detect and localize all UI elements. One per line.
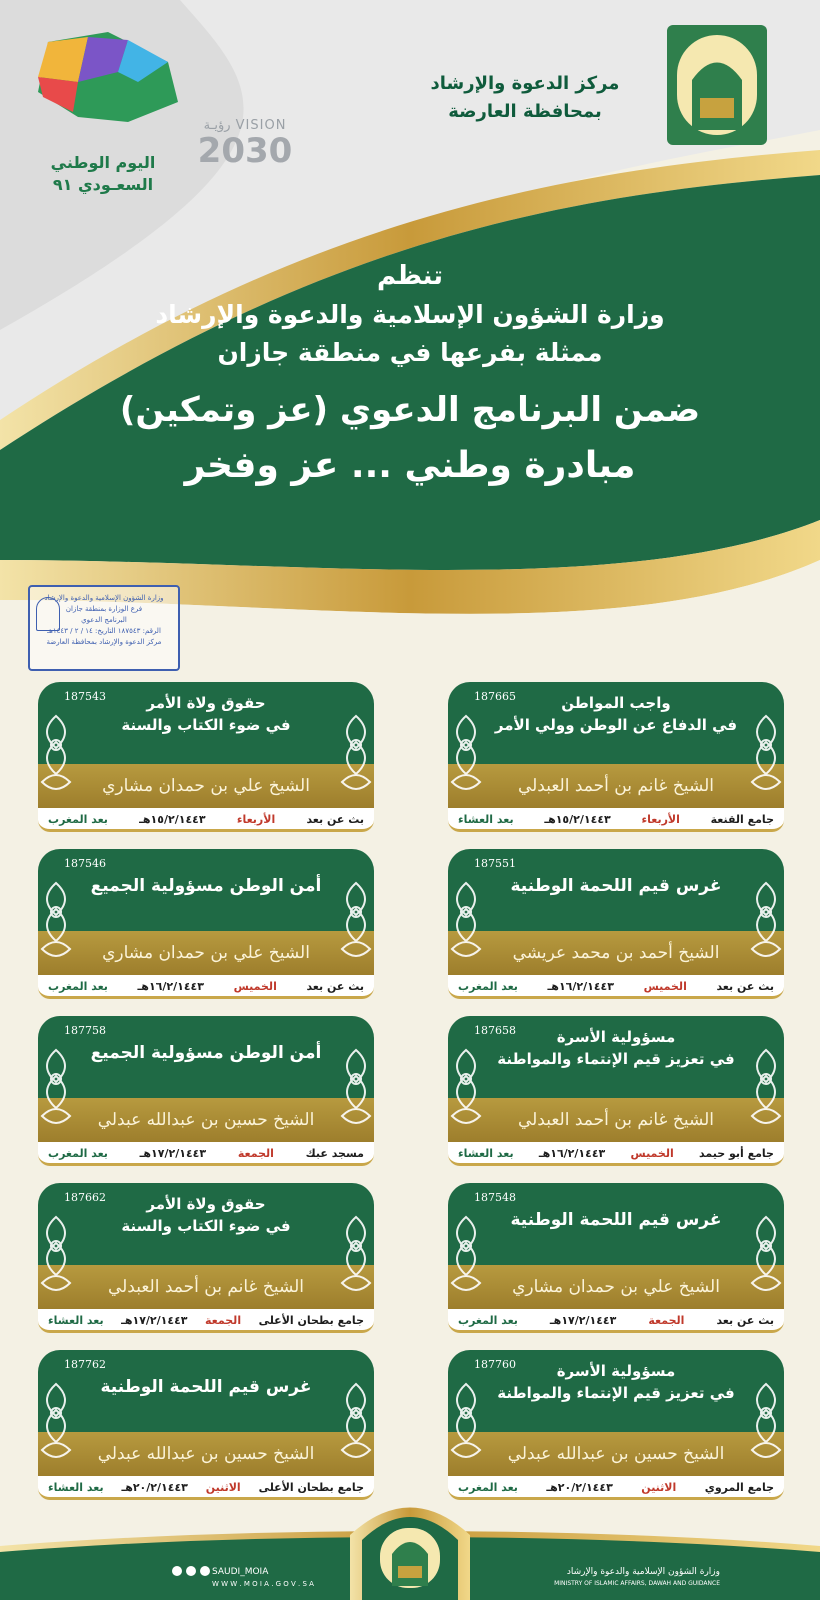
lecture-title-line-2: في ضوء الكتاب والسنة: [121, 716, 291, 734]
lecture-number: 187658: [474, 1024, 516, 1037]
ornament-icon: [34, 1380, 78, 1470]
lecture-title: [82, 1042, 330, 1064]
ornament-icon: [744, 1380, 788, 1470]
lecture-title-line-1: مسؤولية الأسرة: [556, 1362, 676, 1380]
lecture-number: 187551: [474, 857, 516, 870]
lecture-title-line-2: في تعزيز قيم الإنتماء والمواطنة: [497, 1384, 735, 1402]
ornament-icon: [334, 879, 378, 969]
lecture-day: الاثنين: [205, 1481, 241, 1494]
footer-contacts: [212, 1566, 314, 1590]
lecture-title: [492, 1360, 740, 1404]
lecture-number: 187758: [64, 1024, 106, 1037]
lecture-day: الجمعة: [648, 1314, 685, 1327]
lecture-title-line-1: حقوق ولاة الأمر: [146, 1195, 266, 1213]
lecture-time: بعد المغرب: [458, 1481, 518, 1494]
lecture-day: الجمعة: [205, 1314, 242, 1327]
hero-line-4: ضمن البرنامج الدعوي (عز وتمكين): [119, 390, 701, 430]
hero-line-1: تنظم: [376, 261, 444, 291]
website-link[interactable]: W W W . M O I A . G O V . S A: [212, 1580, 314, 1588]
national-day-label: [38, 152, 168, 196]
lecture-card: [38, 1183, 374, 1333]
hero-line-2: وزارة الشؤون الإسلامية والدعوة والإرشاد: [155, 300, 665, 329]
lecture-time: بعد العشاء: [48, 1481, 104, 1494]
lecture-day: الخميس: [643, 980, 687, 993]
lecture-number: 187760: [474, 1358, 516, 1371]
organization-name: [400, 70, 650, 126]
ornament-icon: [34, 1046, 78, 1136]
hero-line-3: ممثلة بفرعها في منطقة جازان: [217, 338, 603, 367]
lecture-card: [448, 1183, 784, 1333]
ornament-icon: [444, 879, 488, 969]
lecture-day: الخميس: [630, 1147, 674, 1160]
lecture-venue: بث عن بعد: [716, 980, 774, 993]
lecture-date: ٢٠/٢/١٤٤٣هـ: [121, 1481, 188, 1494]
stamp-line-4: الرقم: ١٨٧٥٤٣ التاريخ: ١٤ / ٢ / ١٤٤٣هـ: [47, 627, 161, 635]
ministry-logo-icon: [662, 20, 772, 150]
social-icon-2[interactable]: [186, 1566, 196, 1576]
lecture-number: 187543: [64, 690, 106, 703]
national-day-line-1: اليوم الوطني: [50, 153, 156, 172]
lecture-date: ١٥/٢/١٤٤٣هـ: [139, 813, 206, 826]
lecture-title: [492, 875, 740, 897]
lecture-title: [82, 1376, 330, 1398]
lecture-date: ١٧/٢/١٤٤٣هـ: [549, 1314, 617, 1327]
lecture-details: [458, 1145, 774, 1163]
lecture-time: بعد المغرب: [458, 980, 518, 993]
ornament-icon: [444, 1046, 488, 1136]
lecture-venue: جامع بطحان الأعلى: [258, 1314, 364, 1327]
lecture-venue: بث عن بعد: [306, 980, 364, 993]
lecture-title: [82, 875, 330, 897]
lecture-venue: بث عن بعد: [306, 813, 364, 826]
lecture-time: بعد العشاء: [458, 1147, 514, 1160]
lecture-number: 187546: [64, 857, 106, 870]
lecture-title-line-1: أمن الوطن مسؤولية الجميع: [90, 1043, 322, 1063]
ornament-icon: [334, 712, 378, 802]
ornament-icon: [334, 1046, 378, 1136]
hero-line-5: مبادرة وطني ... عز وفخر: [184, 445, 636, 486]
lecture-venue: جامع بطحان الأعلى: [258, 1481, 364, 1494]
lecture-venue: جامع أبو حيمد: [699, 1147, 774, 1160]
ornament-icon: [34, 712, 78, 802]
stamp-line-2: فرع الوزارة بمنطقة جازان: [65, 605, 143, 613]
stamp-emblem-icon: [36, 597, 60, 631]
ornament-icon: [334, 1213, 378, 1303]
lecturer-name: الشيخ علي بن حمدان مشاري: [102, 776, 310, 796]
lecture-card: [448, 1350, 784, 1500]
lecture-title: [492, 1209, 740, 1231]
lecture-title-line-1: غرس قيم اللحمة الوطنية: [510, 1210, 722, 1230]
national-day-line-2: السعـودي ٩١: [52, 175, 154, 194]
org-line-1: مركز الدعوة والإرشاد: [430, 73, 620, 94]
lecture-date: ٢٠/٢/١٤٤٣هـ: [546, 1481, 613, 1494]
ornament-icon: [444, 712, 488, 802]
ornament-icon: [34, 879, 78, 969]
lecture-time: بعد العشاء: [458, 813, 514, 826]
lecture-card: [38, 682, 374, 832]
lecturer-name: الشيخ حسين بن عبدالله عبدلي: [507, 1444, 725, 1464]
lecture-details: [48, 811, 364, 829]
ornament-icon: [744, 712, 788, 802]
lecture-card: [448, 849, 784, 999]
lecture-title-line-1: غرس قيم اللحمة الوطنية: [510, 876, 722, 896]
ministry-name-en: MINISTRY OF ISLAMIC AFFAIRS, DAWAH AND GUIDANCE: [554, 1580, 720, 1587]
lecture-day: الخميس: [233, 980, 277, 993]
lecture-venue: مسجد عبك: [305, 1147, 364, 1160]
lecturer-name: الشيخ حسين بن عبدالله عبدلي: [97, 1444, 315, 1464]
lecture-number: 187762: [64, 1358, 106, 1371]
lecture-card: [448, 1016, 784, 1166]
lecture-day: الجمعة: [237, 1147, 274, 1160]
lecture-details: [458, 811, 774, 829]
stamp-line-3: البرنامج الدعوي: [81, 616, 127, 624]
lecture-number: 187548: [474, 1191, 516, 1204]
lecturer-name: الشيخ أحمد بن محمد عريشي: [512, 943, 720, 963]
social-handle[interactable]: SAUDI_MOIA: [212, 1567, 269, 1577]
lecturer-name: الشيخ غانم بن أحمد العبدلي: [517, 776, 715, 796]
lecture-title: [492, 692, 740, 736]
lecture-card: [38, 849, 374, 999]
lecturer-name: الشيخ حسين بن عبدالله عبدلي: [97, 1110, 315, 1130]
social-icons: [172, 1566, 210, 1576]
lecture-venue: بث عن بعد: [716, 1314, 774, 1327]
lecture-title-line-1: مسؤولية الأسرة: [556, 1028, 676, 1046]
lecture-card: [38, 1350, 374, 1500]
lecture-time: بعد المغرب: [458, 1314, 518, 1327]
lecture-title-line-2: في تعزيز قيم الإنتماء والمواطنة: [497, 1050, 735, 1068]
ornament-icon: [744, 1213, 788, 1303]
lecture-title: [82, 1193, 330, 1237]
footer-ministry-logo-icon: [350, 1502, 470, 1600]
lecture-time: بعد المغرب: [48, 980, 108, 993]
lecture-date: ١٧/٢/١٤٤٣هـ: [121, 1314, 188, 1327]
official-stamp: [28, 585, 180, 671]
lecture-venue: جامع القنعة: [710, 813, 774, 826]
lecture-title-line-2: في ضوء الكتاب والسنة: [121, 1217, 291, 1235]
vision-year: 2030: [197, 131, 293, 171]
ornament-icon: [34, 1213, 78, 1303]
lecture-title-line-1: أمن الوطن مسؤولية الجميع: [90, 876, 322, 896]
lecture-card: [448, 682, 784, 832]
lecture-venue: جامع المروي: [704, 1481, 774, 1494]
lecture-day: الاثنين: [641, 1481, 677, 1494]
hero-text: [20, 256, 800, 494]
ministry-name-ar: وزارة الشؤون الإسلامية والدعوة والإرشاد: [566, 1567, 720, 1577]
ornament-icon: [744, 879, 788, 969]
lecturer-name: الشيخ غانم بن أحمد العبدلي: [517, 1110, 715, 1130]
lecture-date: ١٦/٢/١٤٤٣هـ: [538, 1147, 606, 1160]
lecture-day: الأربعاء: [236, 813, 276, 826]
stamp-line-1: وزارة الشؤون الإسلامية والدعوة والإرشاد: [44, 594, 164, 602]
lecture-title-line-2: في الدفاع عن الوطن وولي الأمر: [494, 716, 738, 734]
lecture-number: 187662: [64, 1191, 106, 1204]
footer-ministry-name: [510, 1566, 720, 1590]
ornament-icon: [334, 1380, 378, 1470]
vision-2030-logo: [185, 118, 305, 169]
lecture-details: [48, 978, 364, 996]
ornament-icon: [444, 1380, 488, 1470]
lecture-date: ١٧/٢/١٤٤٣هـ: [139, 1147, 207, 1160]
ornament-icon: [444, 1213, 488, 1303]
social-icon-1[interactable]: [172, 1566, 182, 1576]
lecture-title-line-1: واجب المواطن: [561, 694, 671, 712]
lecture-date: ١٦/٢/١٤٤٣هـ: [547, 980, 614, 993]
lecture-title: [82, 692, 330, 736]
lecture-card: [38, 1016, 374, 1166]
lecturer-name: الشيخ علي بن حمدان مشاري: [512, 1277, 720, 1297]
lecture-time: بعد المغرب: [48, 813, 108, 826]
social-icon-3[interactable]: [200, 1566, 210, 1576]
vision-label: VISION رؤيـة: [203, 118, 287, 133]
lecturer-name: الشيخ علي بن حمدان مشاري: [102, 943, 310, 963]
national-day-logo-icon: [18, 22, 188, 132]
stamp-line-5: مركز الدعوة والإرشاد بمحافظة العارضة: [46, 638, 162, 646]
lecture-title: [492, 1026, 740, 1070]
lecture-details: [48, 1312, 364, 1330]
lecture-time: بعد المغرب: [48, 1147, 108, 1160]
lecture-details: [458, 1312, 774, 1330]
lecture-day: الأربعاء: [641, 813, 680, 826]
lecture-title-line-1: حقوق ولاة الأمر: [146, 694, 266, 712]
lecture-date: ١٦/٢/١٤٤٣هـ: [137, 980, 204, 993]
lecture-number: 187665: [474, 690, 516, 703]
lecturer-name: الشيخ غانم بن أحمد العبدلي: [107, 1277, 305, 1297]
org-line-2: بمحافظة العارضة: [448, 101, 602, 122]
lecture-details: [48, 1145, 364, 1163]
lecture-details: [458, 978, 774, 996]
ornament-icon: [744, 1046, 788, 1136]
lecture-date: ١٥/٢/١٤٤٣هـ: [544, 813, 611, 826]
lecture-title-line-1: غرس قيم اللحمة الوطنية: [100, 1377, 312, 1397]
lecture-time: بعد العشاء: [48, 1314, 104, 1327]
